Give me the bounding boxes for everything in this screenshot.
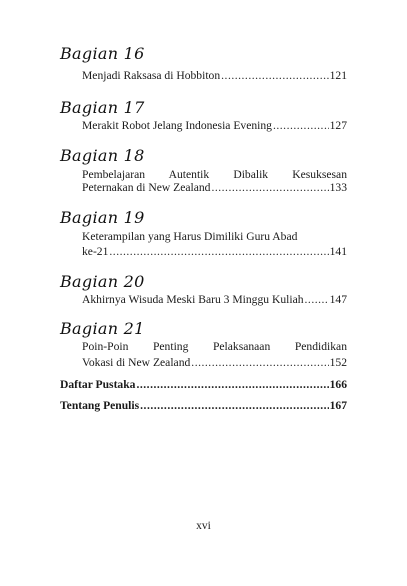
toc-entry-page: 141 bbox=[329, 245, 347, 258]
toc-entry[interactable] bbox=[82, 356, 347, 370]
dot-leader bbox=[221, 69, 328, 83]
page-number: xvi bbox=[196, 520, 211, 532]
toc-entry-page: 147 bbox=[329, 293, 347, 306]
dot-leader bbox=[305, 293, 329, 307]
chapter-heading: Bagian 20 bbox=[60, 272, 145, 291]
toc-entry[interactable] bbox=[82, 293, 347, 307]
toc-entry-title-line[interactable]: Poin-Poin Penting Pelaksanaan Pendidikan bbox=[82, 340, 347, 353]
chapter-heading: Bagian 21 bbox=[60, 319, 145, 338]
toc-entry[interactable] bbox=[82, 181, 347, 195]
toc-entry-title: Merakit Robot Jelang Indonesia Evening bbox=[82, 119, 272, 132]
toc-entry-title: Vokasi di New Zealand bbox=[82, 356, 191, 369]
toc-entry-page: 133 bbox=[329, 181, 347, 194]
toc-entry-title: Daftar Pustaka bbox=[60, 378, 136, 391]
toc-entry-daftar-pustaka[interactable] bbox=[60, 378, 347, 392]
chapter-heading: Bagian 16 bbox=[60, 44, 145, 63]
toc-entry-page: 152 bbox=[329, 356, 347, 369]
toc-entry-title: Akhirnya Wisuda Meski Baru 3 Minggu Kuliah bbox=[82, 293, 304, 306]
dot-leader bbox=[140, 399, 328, 413]
toc-entry-title-line[interactable]: Pembelajaran Autentik Dibalik Kesuksesan bbox=[82, 168, 347, 181]
chapter-heading: Bagian 19 bbox=[60, 208, 145, 227]
toc-entry[interactable] bbox=[82, 69, 347, 83]
toc-entry-title: Tentang Penulis bbox=[60, 399, 140, 412]
chapter-heading: Bagian 17 bbox=[60, 98, 145, 117]
toc-entry-title: Peternakan di New Zealand bbox=[82, 181, 211, 194]
toc-entry-title: Menjadi Raksasa di Hobbiton bbox=[82, 69, 221, 82]
chapter-heading: Bagian 18 bbox=[60, 146, 145, 165]
toc-entry-page: 167 bbox=[329, 399, 347, 412]
toc-entry-title-line[interactable]: Keterampilan yang Harus Dimiliki Guru Abad bbox=[82, 230, 298, 243]
dot-leader bbox=[273, 119, 329, 133]
toc-entry-page: 166 bbox=[329, 378, 347, 391]
toc-entry-page: 121 bbox=[329, 69, 347, 82]
toc-entry-title: ke-21 bbox=[82, 245, 109, 258]
toc-entry-tentang-penulis[interactable] bbox=[60, 399, 347, 413]
dot-leader bbox=[211, 181, 328, 195]
dot-leader bbox=[191, 356, 328, 370]
dot-leader bbox=[136, 378, 328, 392]
toc-entry[interactable] bbox=[82, 245, 347, 259]
dot-leader bbox=[109, 245, 328, 259]
toc-entry[interactable] bbox=[82, 119, 347, 133]
toc-entry-page: 127 bbox=[329, 119, 347, 132]
